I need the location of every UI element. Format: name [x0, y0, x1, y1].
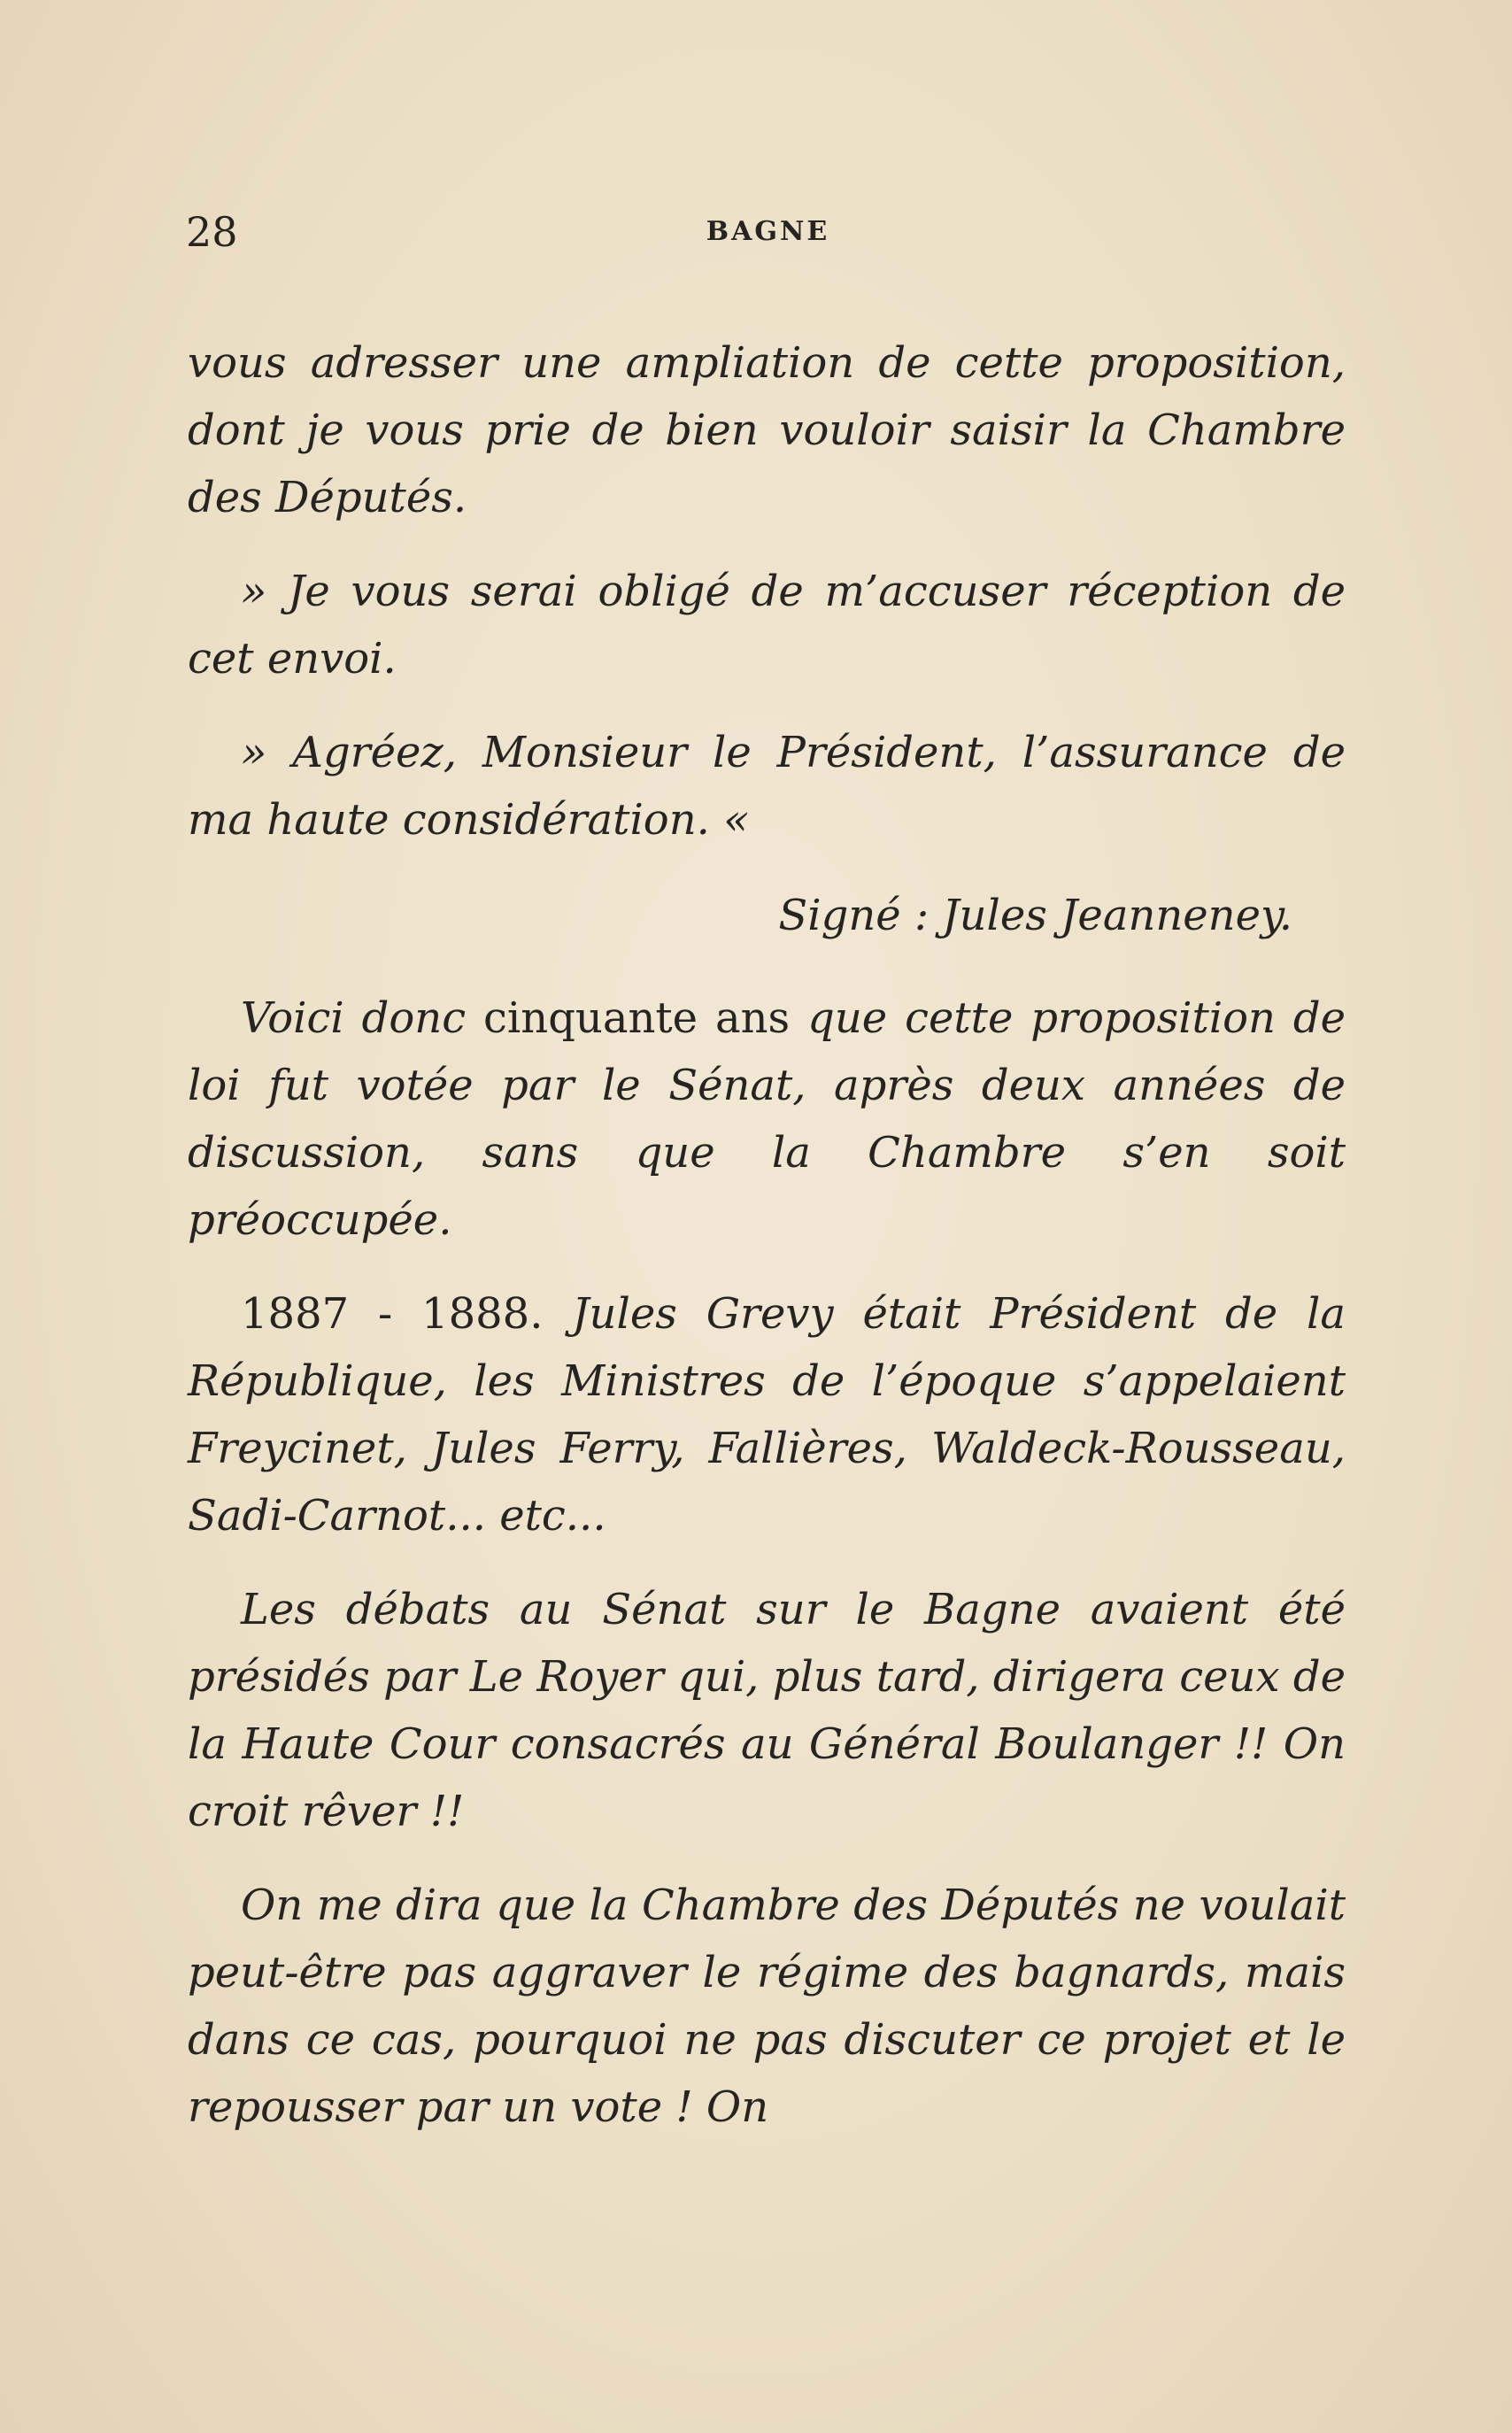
body-text: [188, 329, 1346, 2141]
paragraph-5-rest: Jules Grevy était Président de la République, les Ministres de l’époque s’appelaient Freycinet, Jules Ferry, Fallières, Waldeck-Rousseau, Sadi-Carnot... etc...: [188, 1289, 1346, 1541]
paragraph-7: On me dira que la Chambre des Députés ne voulait peut-être pas aggraver le régime des bagnards, mais dans ce cas, pourquoi ne pas discuter ce projet et le repousser par un vote ! On: [188, 1881, 1346, 2132]
paragraph-5: [188, 1280, 1346, 1549]
paragraph-4: [188, 985, 1346, 1254]
paragraph-3: » Agréez, Monsieur le Président, l’assurance de ma haute considération. «: [188, 728, 1346, 845]
running-head: [186, 205, 1350, 259]
signature-line: Signé : Jules Jeanneney.: [778, 891, 1292, 940]
paragraph-6: Les débats au Sénat sur le Bagne avaient été présidés par Le Royer qui, plus tard, dirigera ceux de la Haute Cour consacrés au Général Boulanger !! On croit rêver !!: [188, 1585, 1346, 1836]
paragraph-1: vous adresser une ampliation de cette proposition, dont je vous prie de bien vouloir saisir la Chambre des Députés.: [188, 338, 1346, 522]
paragraph-5-dates: 1887 - 1888.: [241, 1289, 544, 1339]
paragraph-4-roman-phrase: cinquante ans: [483, 993, 791, 1043]
running-title: BAGNE: [706, 216, 830, 247]
page-number: 28: [186, 208, 238, 256]
paragraph-4-rest: que cette proposition de loi fut votée par le Sénat, après deux années de discussion, sans que la Chambre s’en soit préoccupée.: [188, 993, 1346, 1245]
paragraph-2: » Je vous serai obligé de m’accuser réception de cet envoi.: [188, 567, 1346, 684]
paragraph-4-lead: Voici donc: [241, 993, 484, 1043]
